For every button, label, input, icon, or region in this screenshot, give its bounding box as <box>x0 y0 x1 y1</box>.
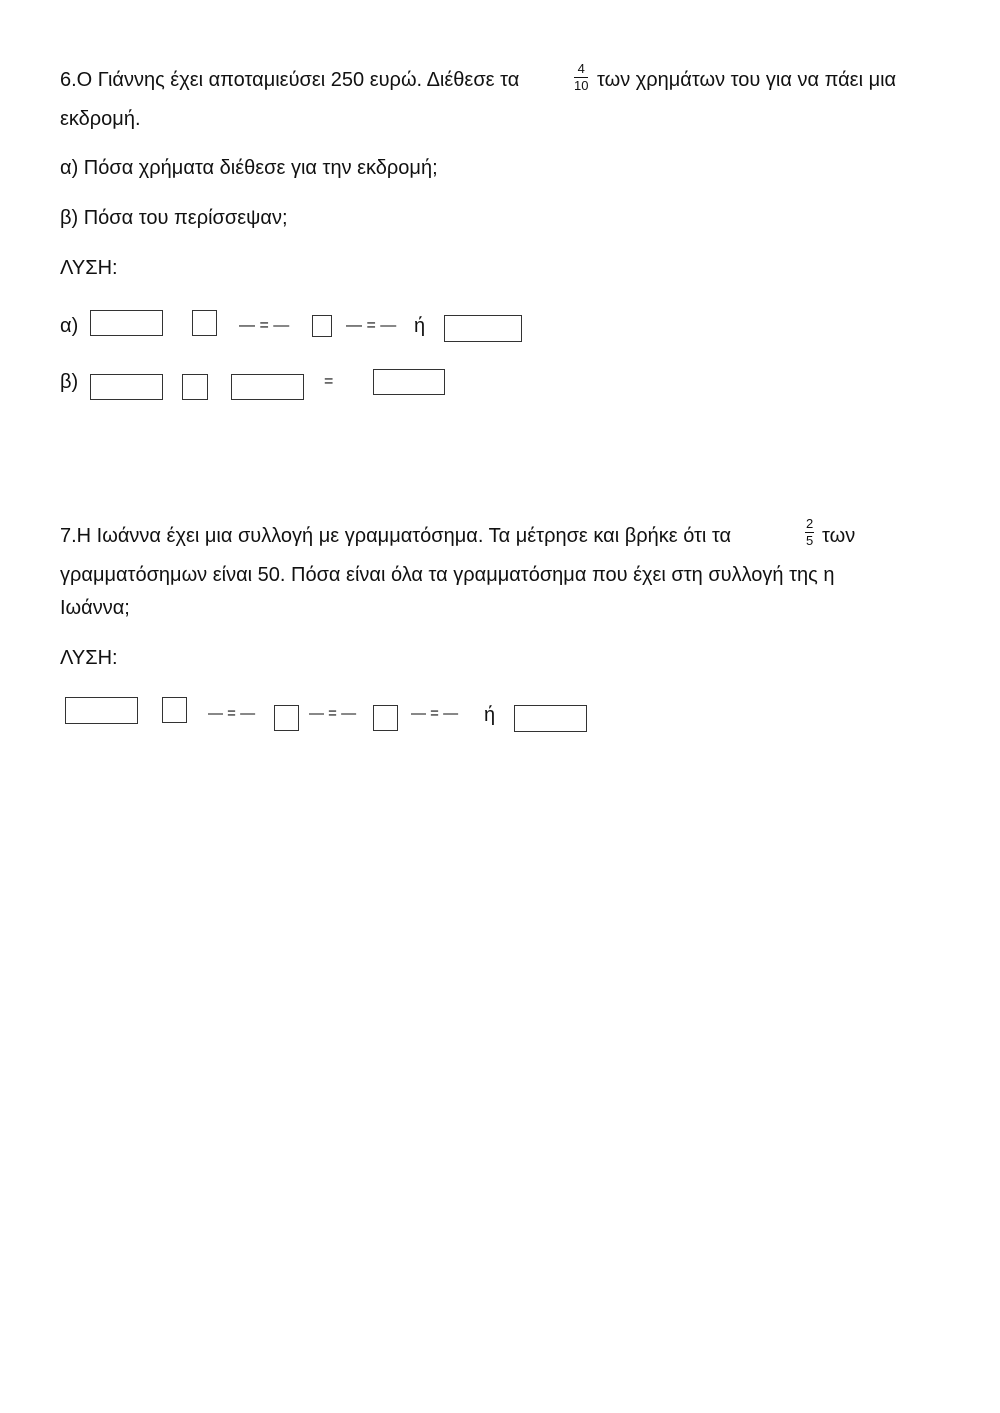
q6-row-a-label: α) <box>60 315 79 337</box>
q6-b-answer-box-2[interactable] <box>231 374 304 400</box>
q6-a-fraction-equals-2: — = — <box>346 317 397 334</box>
q7-fraction-denominator: 5 <box>806 533 814 548</box>
q6-solution-label: ΛΥΣΗ: <box>60 257 118 279</box>
q6-fraction-denominator: 10 <box>574 78 589 93</box>
q6-a-fraction-equals-1: — = — <box>239 317 290 334</box>
q6-row-b-label: β) <box>60 371 79 393</box>
q7-fraction-equals-2: — = — <box>309 705 357 722</box>
q6-a-final-answer-box[interactable] <box>444 315 522 342</box>
q6-a-answer-box-1[interactable] <box>90 310 163 336</box>
q6-a-small-box[interactable] <box>312 315 332 337</box>
q6-question-a: α) Πόσα χρήματα διέθεσε για την εκδρομή; <box>60 157 438 179</box>
q7-text-line1-end: των <box>822 525 856 547</box>
q7-fraction <box>805 517 814 548</box>
q7-fraction-equals-1: — = — <box>208 705 256 722</box>
q7-text-line3: Ιωάννα; <box>60 597 130 619</box>
q6-text-line1-end: των χρημάτων του για να πάει μια <box>597 69 897 91</box>
q6-question-b: β) Πόσα του περίσσεψαν; <box>60 207 288 229</box>
q7-small-box-1[interactable] <box>274 705 299 731</box>
q6-b-result-box[interactable] <box>373 369 445 395</box>
q6-a-or-word: ή <box>414 315 426 337</box>
q7-small-box-2[interactable] <box>373 705 398 731</box>
q6-fraction-numerator: 4 <box>574 62 588 78</box>
q6-b-answer-box-1[interactable] <box>90 374 163 400</box>
q7-fraction-equals-3: — = — <box>411 705 459 722</box>
q6-text-line1-start: 6.Ο Γιάννης έχει αποταμιεύσει 250 ευρώ. Διέθεσε τα <box>60 69 520 91</box>
q6-text-line2: εκδρομή. <box>60 108 141 130</box>
q6-b-equals: = <box>324 373 334 390</box>
q7-solution-label: ΛΥΣΗ: <box>60 647 118 669</box>
q7-fraction-numerator: 2 <box>806 516 814 531</box>
q6-b-operator-box[interactable] <box>182 374 208 400</box>
q7-operator-box[interactable] <box>162 697 187 723</box>
q7-text-line1-start: 7.Η Ιωάννα έχει μια συλλογή με γραμματόσημα. Τα μέτρησε και βρήκε ότι τα <box>60 525 732 547</box>
q6-fraction <box>574 62 588 93</box>
q7-text-line2: γραμματόσημων είναι 50. Πόσα είναι όλα τα γραμματόσημα που έχει στη συλλογή της η <box>60 564 835 586</box>
q7-or-word: ή <box>484 704 496 726</box>
q6-a-operator-box[interactable] <box>192 310 217 336</box>
q7-answer-box-1[interactable] <box>65 697 138 724</box>
q7-final-answer-box[interactable] <box>514 705 587 732</box>
